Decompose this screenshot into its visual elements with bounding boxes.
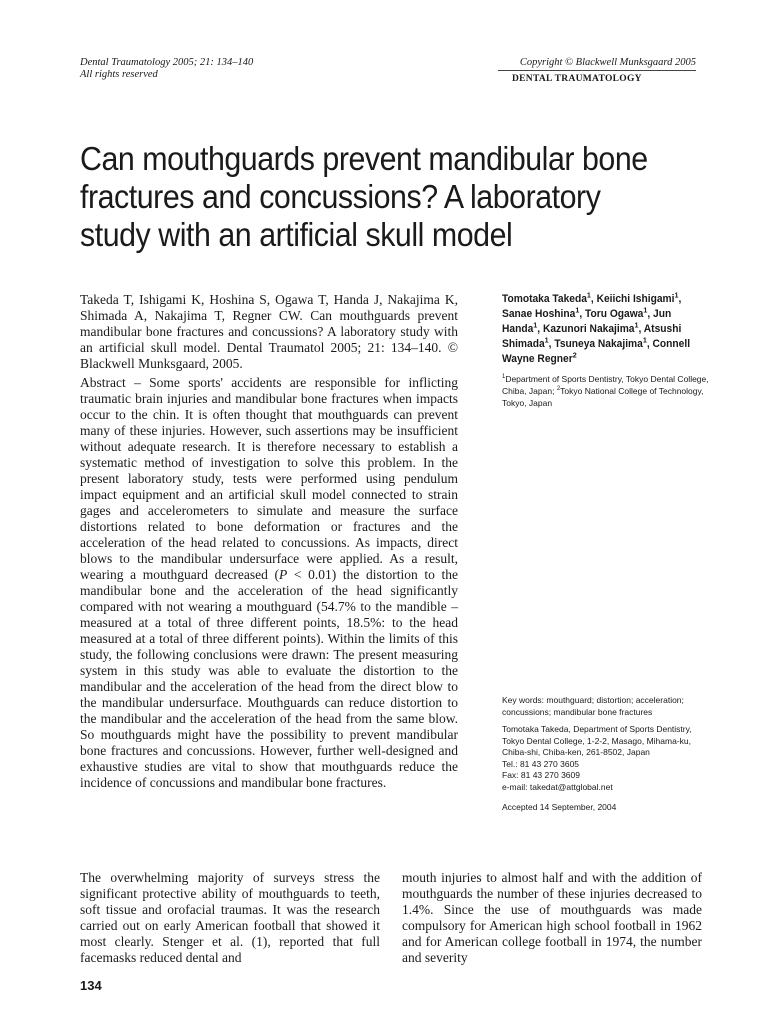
author-separator: , — [646, 338, 653, 350]
author-name: Tomotaka Takeda — [502, 293, 587, 305]
author-affil-sup: 2 — [572, 350, 577, 360]
affiliations — [502, 373, 712, 409]
author-separator: , — [537, 323, 543, 335]
author-name: Toru Ogawa — [585, 308, 644, 320]
author-affil-sup: 1 — [586, 290, 591, 300]
correspondence — [502, 724, 717, 793]
article-title: Can mouthguards prevent mandibular bone fractures and concussions? A laboratory study with an artificial skull model — [80, 140, 648, 253]
body-column-right: mouth injuries to almost half and with the addition of mouthguards the number of these injuries decreased to 1.4%. Since the use of mouthguards was made compulsory for American high school football in 1962 and for American college football in 1974, the number and severity — [402, 870, 702, 965]
abstract-text-2: < 0.01) the distortion to the mandibular bone and the acceleration of the head significantly compared with not wearing a mouthguard (54.7% to the mandible – measured at a total of three different points, 18.5%: to the head measured at a total of three different points). Within the limits of this study, the following conclusions were drawn: The present measuring system in this study was able to evaluate the distortion to the mandibular and the acceleration of the head from the direct blow to the mandibular undersurface. Mouthguards can reduce distortion to the mandibular and the acceleration of the head from the same blow. So mouthguards might have the possibility to prevent mandibular bone fractures and concussions. However, further well-designed and exhaustive studies are vital to show that mouthguards reduce the incidence of concussions and mandibular bone fractures. — [80, 567, 458, 790]
abstract — [80, 375, 458, 791]
journal-name: DENTAL TRAUMATOLOGY — [512, 74, 642, 84]
author-name: Tsuneya Nakajima — [554, 338, 643, 350]
author-name: Sanae Hoshina — [502, 308, 576, 320]
author-affil-sup: 1 — [643, 305, 648, 315]
header-rule — [498, 70, 696, 71]
affiliation-1: Department of Sports Dentistry, Tokyo Dental College, Chiba, Japan; — [502, 374, 709, 396]
affiliation-2: Tokyo National College of Technology, Tokyo, Japan — [502, 386, 704, 408]
author-name: Keiichi Ishigami — [596, 293, 675, 305]
author-affil-sup: 1 — [544, 335, 549, 345]
keywords: Key words: mouthguard; distortion; acceleration; concussions; mandibular bone fractures — [502, 695, 684, 717]
abstract-label: Abstract – — [80, 375, 150, 390]
page-number: 134 — [80, 978, 102, 993]
affil-sup: 2 — [556, 386, 561, 393]
author-separator: , — [548, 338, 555, 350]
author-affil-sup: 1 — [634, 320, 639, 330]
rights-line: All rights reserved — [80, 69, 158, 80]
author-separator: , — [590, 293, 597, 305]
accepted-date: Accepted 14 September, 2004 — [502, 802, 617, 812]
copyright-line: Copyright © Blackwell Munksgaard 2005 — [519, 57, 696, 68]
author-name: Kazunori Nakajima — [542, 323, 635, 335]
author-separator: , — [678, 293, 682, 305]
author-name: Atsushi Shimada — [502, 323, 682, 350]
body-column-left: The overwhelming majority of surveys stress the significant protective ability of mouthguards to teeth, soft tissue and orofacial traumas. It was the research carried out on early American football that showed it most clearly. Stenger et al. (1), reported that full facemasks reduced dental and — [80, 870, 380, 965]
p-symbol: P — [278, 567, 288, 582]
author-affil-sup: 1 — [642, 335, 647, 345]
author-name: Jun Handa — [502, 308, 672, 335]
correspondence-line: e-mail: takedat@attglobal.net — [502, 781, 613, 792]
correspondence-line: Fax: 81 43 270 3609 — [502, 770, 580, 780]
affil-sup: 1 — [502, 374, 506, 381]
abstract-text-1: Some sports' accidents are responsible for inflicting traumatic brain injuries and mandibular bone fractures when impacts occur to the chin. It is often thought that mouthguards can prevent many of these injuries. However, such assertions may be insufficient without adequate research. It is therefore necessary to establish a systematic method of investigation to solve this problem. In the present laboratory study, tests were performed using pendulum impact equipment and an artificial skull model connected to strain gages and accelerometers to simulate and measure the surface distortions related to bone deformation or fractures and the acceleration of the head related to concussions. As impacts, direct blows to the mandibular undersurface were applied. As a result, wearing a mouthguard decreased ( — [80, 375, 458, 582]
author-affil-sup: 1 — [533, 320, 538, 330]
correspondence-line: Chiba-shi, Chiba-ken, 261-8502, Japan — [502, 747, 650, 757]
correspondence-line: Tel.: 81 43 270 3605 — [502, 758, 580, 769]
correspondence-line: Tokyo Dental College, 1-2-2, Masago, Mihama-ku, — [502, 735, 691, 746]
author-name: Connell Wayne Regner — [502, 338, 691, 365]
author-affil-sup: 1 — [674, 290, 679, 300]
citation-line: Dental Traumatology 2005; 21: 134–140 — [80, 57, 254, 68]
author-separator: , — [647, 308, 654, 320]
author-separator: , — [579, 308, 586, 320]
author-list — [502, 292, 693, 367]
author-affil-sup: 1 — [575, 305, 580, 315]
journal-citation-header — [80, 57, 253, 81]
citation-paragraph: Takeda T, Ishigami K, Hoshina S, Ogawa T, Handa J, Nakajima K, Shimada A, Nakajima T, Regner CW. Can mouthguards prevent mandibular bone fractures and concussions? A laboratory study with an artificial skull model. Dental Traumatol 2005; 21: 134–140. © Blackwell Munksgaard, 2005. — [80, 292, 458, 371]
correspondence-line: Tomotaka Takeda, Department of Sports Dentistry, — [502, 724, 692, 734]
author-separator: , — [638, 323, 644, 335]
